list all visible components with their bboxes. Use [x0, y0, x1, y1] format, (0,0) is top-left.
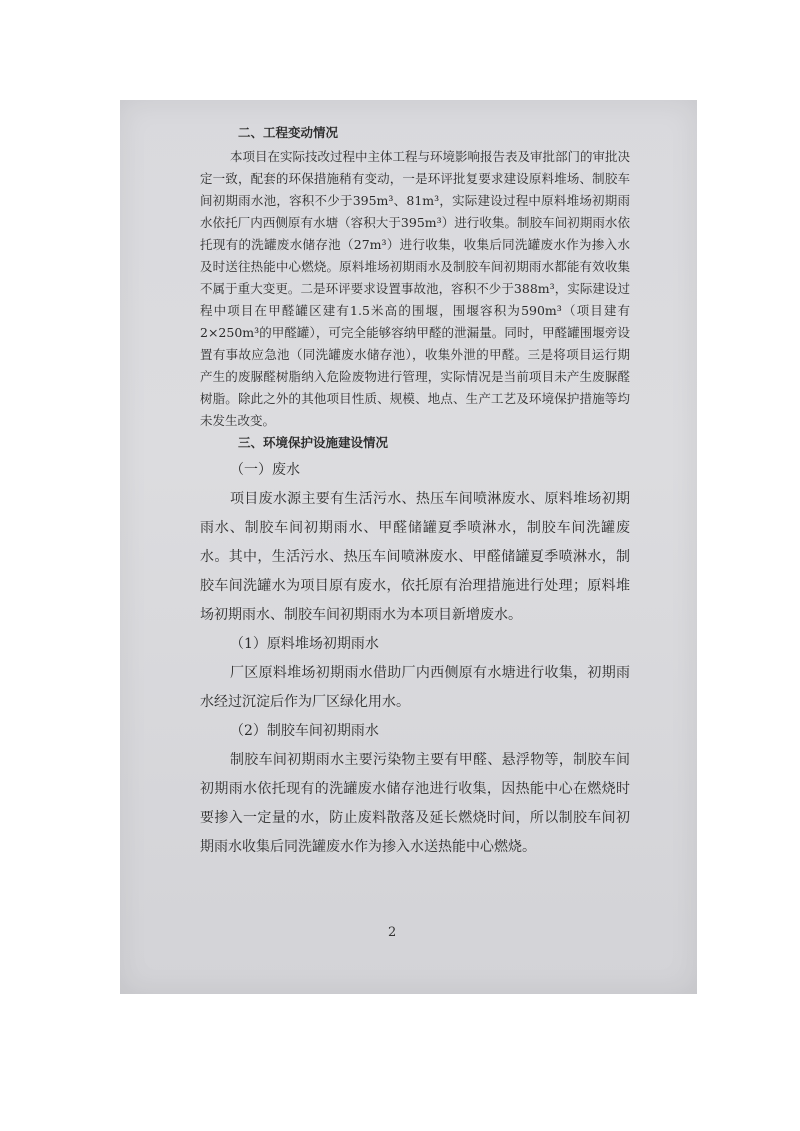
- page-number: 2: [388, 925, 397, 940]
- glue-workshop-rainwater-paragraph: 制胶车间初期雨水主要污染物主要有甲醛、悬浮物等，制胶车间初期雨水依托现有的洗罐废水储存池进行收集，因热能中心在燃烧时要掺入一定量的水，防止废料散落及延长燃烧时间，所以制胶车间初期雨水收集后同洗罐废水作为掺入水送热能中心燃烧。: [200, 752, 630, 855]
- section-2-heading: 二、工程变动情况: [238, 125, 339, 140]
- section-2-paragraph: 本项目在实际技改过程中主体工程与环境影响报告表及审批部门的审批决定一致，配套的环保措施稍有变动，一是环评批复要求建设原料堆场、制胶车间初期雨水池，容积不少于395m³、81m³，实际建设过程中原料堆场初期雨水依托厂内西侧原有水塘（容积大于395m³）进行收集。制胶车间初期雨水依托现有的洗罐废水储存池（27m³）进行收集，收集后同洗罐废水作为掺入水及时送往热能中心燃烧。原料堆场初期雨水及制胶车间初期雨水都能有效收集不属于重大变更。二是环评要求设置事故池，容积不少于388m³，实际建设过程中项目在甲醛罐区建有1.5米高的围堰，围堰容积为590m³（项目建有2×250m³的甲醛罐），可完全能够容纳甲醛的泄漏量。同时，甲醛罐围堰旁设置有事故应急池（同洗罐废水储存池），收集外泄的甲醛。三是将项目运行期产生的废脲醛树脂纳入危险废物进行管理，实际情况是当前项目未产生废脲醛树脂。除此之外的其他项目性质、规模、地点、生产工艺及环境保护措施等均未发生改变。: [200, 149, 631, 428]
- raw-material-yard-rainwater-heading: （1）原料堆场初期雨水: [230, 636, 379, 652]
- glue-workshop-rainwater-heading: （2）制胶车间初期雨水: [230, 723, 379, 739]
- wastewater-sources-paragraph: 项目废水源主要有生活污水、热压车间喷淋废水、原料堆场初期雨水、制胶车间初期雨水、甲醛储罐夏季喷淋水，制胶车间洗罐废水。其中，生活污水、热压车间喷淋废水、甲醛储罐夏季喷淋水，制胶车间洗罐水为项目原有废水，依托原有治理措施进行处理；原料堆场初期雨水、制胶车间初期雨水为本项目新增废水。: [200, 491, 630, 623]
- section-3-heading: 三、环境保护设施建设情况: [238, 435, 389, 450]
- document-body: [200, 122, 630, 862]
- wastewater-subheading: （一）废水: [230, 462, 300, 478]
- raw-material-yard-rainwater-paragraph: 厂区原料堆场初期雨水借助厂内西侧原有水塘进行收集，初期雨水经过沉淀后作为厂区绿化用水。: [200, 665, 630, 710]
